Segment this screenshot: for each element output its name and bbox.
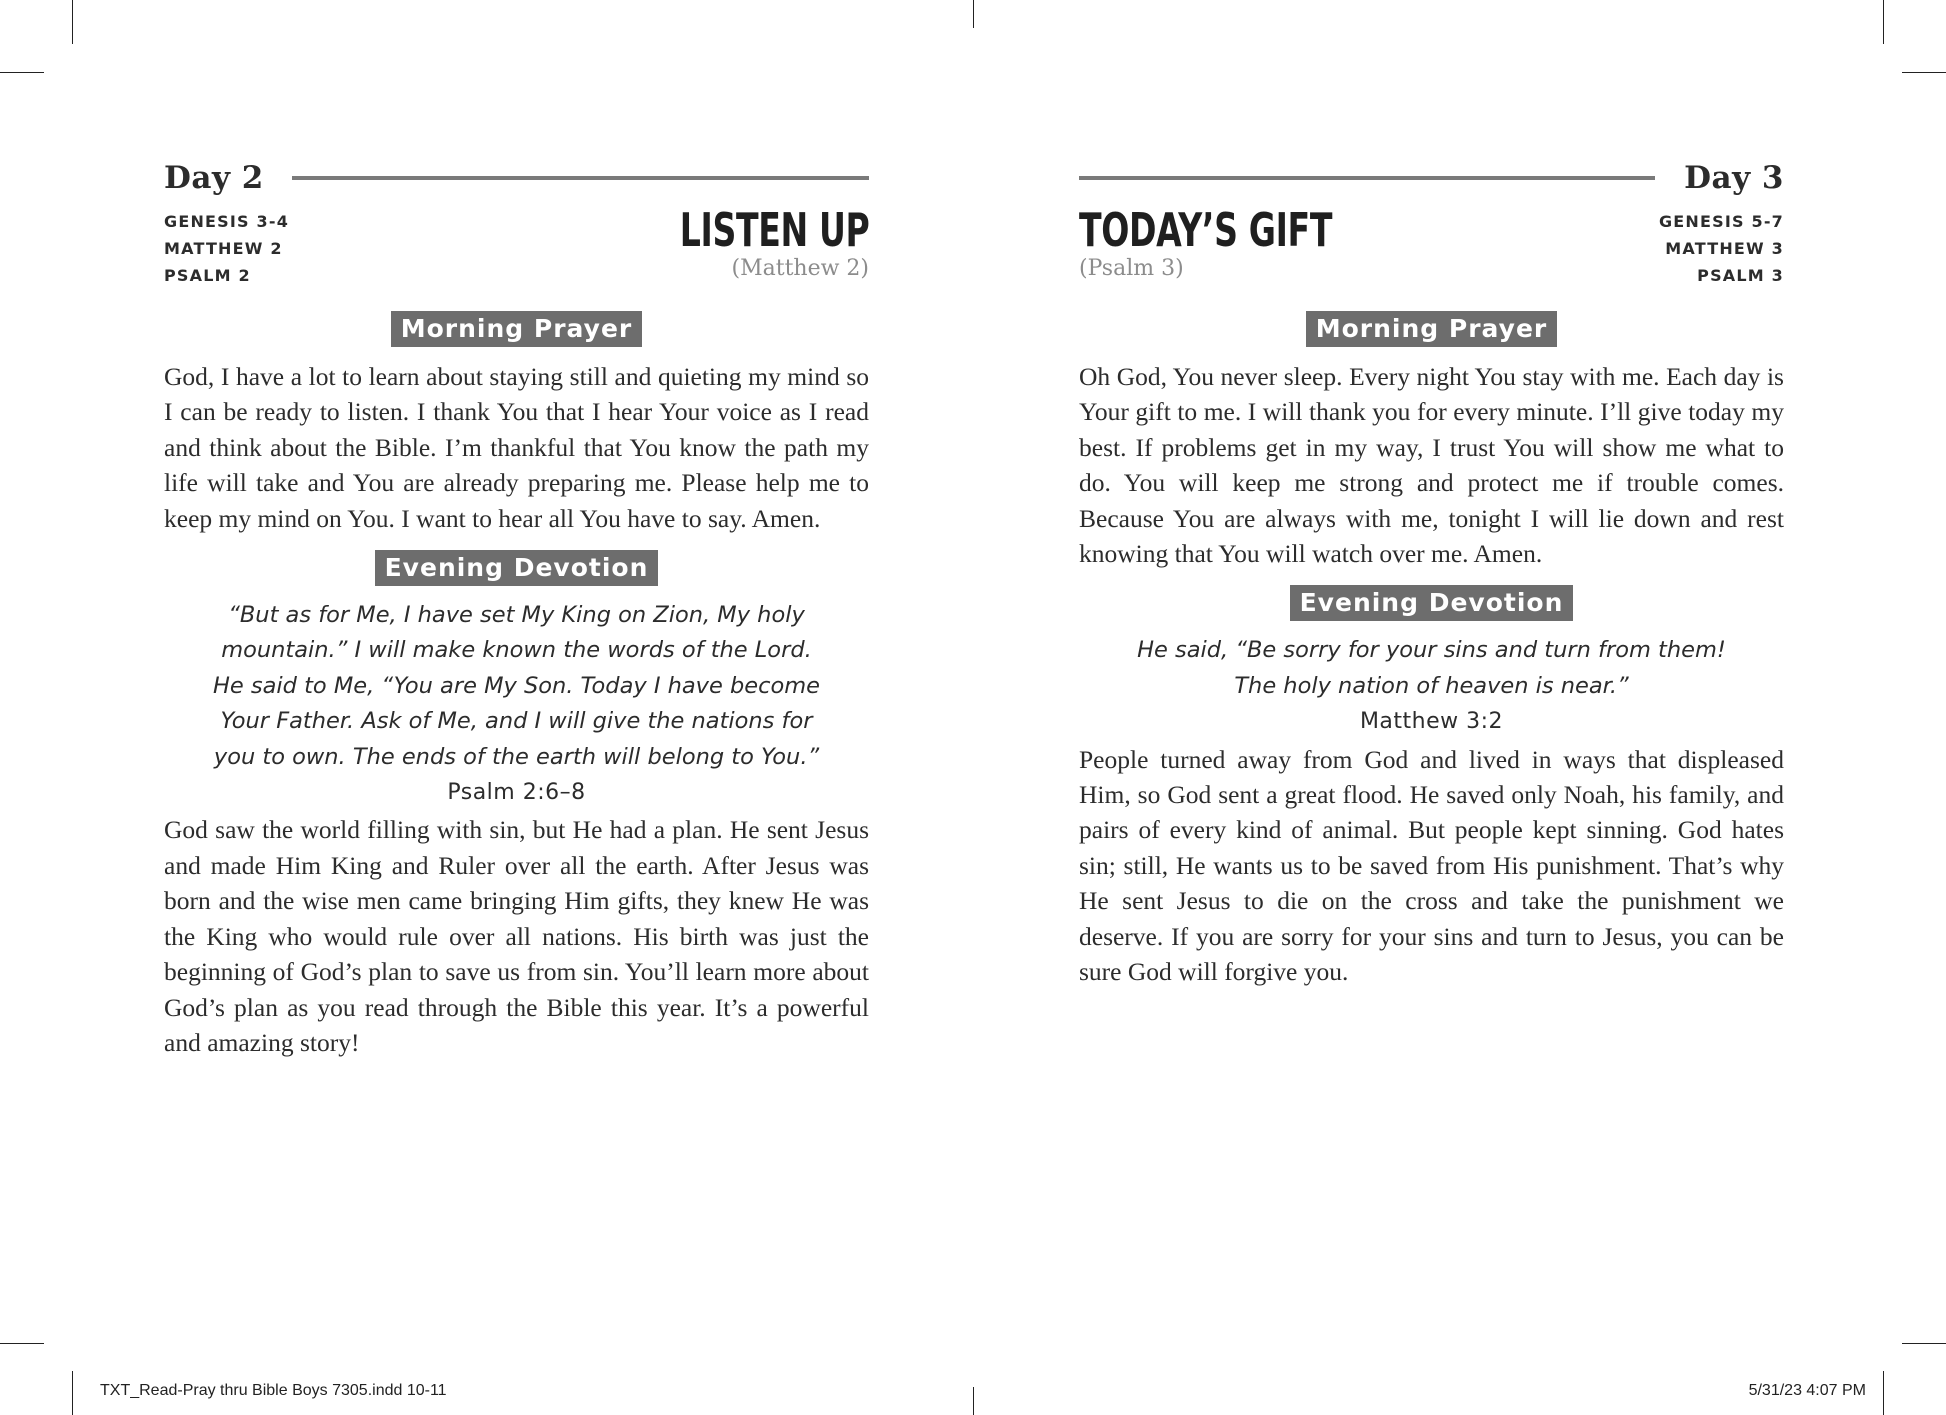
day-rule bbox=[1079, 176, 1655, 180]
day-label: Day 3 bbox=[1674, 160, 1784, 196]
morning-prayer-label: Morning Prayer bbox=[1306, 311, 1557, 347]
print-timestamp: 5/31/23 4:07 PM bbox=[1748, 1382, 1866, 1399]
title-reference: (Matthew 2) bbox=[731, 256, 869, 281]
devotion-text: People turned away from God and lived in ways that displeased Him, so God sent a great flood. He saved only Noah, his family, and pairs of every kind of animal. But people kept sinning. God hates sin; still, He wants us to be saved from His punishment. That’s why He sent Jesus to die on the cross and take the punishment we deserve. If you are sorry for your sins and turn to Jesus, you can be sure God will forgive you. bbox=[1079, 744, 1784, 987]
reading-list bbox=[1659, 208, 1784, 289]
crop-mark bbox=[973, 1387, 974, 1415]
page-title: TODAY’S GIFT bbox=[1079, 203, 1333, 257]
crop-mark bbox=[0, 1343, 44, 1344]
crop-mark bbox=[1902, 72, 1946, 73]
crop-mark bbox=[1883, 1371, 1884, 1415]
file-slug: TXT_Read-Pray thru Bible Boys 7305.indd 10-11 bbox=[100, 1382, 447, 1399]
verse-reference: Matthew 3:2 bbox=[1359, 709, 1504, 735]
reading-item: PSALM 3 bbox=[1697, 266, 1784, 285]
reading-item: GENESIS 5-7 bbox=[1658, 212, 1784, 231]
evening-devotion-label: Evening Devotion bbox=[375, 550, 659, 586]
morning-prayer-label: Morning Prayer bbox=[391, 311, 642, 347]
crop-mark bbox=[0, 72, 44, 73]
reading-item: PSALM 2 bbox=[164, 266, 251, 285]
scripture-verse: He said, “Be sorry for your sins and turn from them! The holy nation of heaven is near.” bbox=[1137, 637, 1726, 699]
page-title: LISTEN UP bbox=[679, 203, 869, 257]
crop-mark bbox=[72, 1371, 73, 1415]
day-rule bbox=[292, 176, 869, 180]
devotion-text: God saw the world filling with sin, but He had a plan. He sent Jesus and made Him King and Ruler over all the earth. After Jesus was born and the wise men came bringing Him gifts, they knew He was the King who would rule over all nations. His birth was just the beginning of God’s plan to save us from sin. You’ll learn more about God’s plan as you read through the Bible this year. It’s a powerful and amazing story! bbox=[164, 815, 869, 1057]
title-reference: (Psalm 3) bbox=[1079, 256, 1184, 281]
reading-item: GENESIS 3-4 bbox=[164, 212, 290, 231]
reading-item: MATTHEW 2 bbox=[164, 239, 283, 258]
reading-list bbox=[164, 208, 289, 289]
evening-devotion-label: Evening Devotion bbox=[1290, 585, 1574, 621]
morning-prayer-text: God, I have a lot to learn about staying still and quieting my mind so I can be ready to listen. I thank You that I hear Your voice as I read and think about the Bible. I’m thankful that You know the path my life will take and You are already preparing me. Please help me to keep my mind on You. I want to hear all You have to say. Amen. bbox=[164, 362, 869, 533]
crop-mark bbox=[72, 0, 73, 44]
morning-prayer-text: Oh God, You never sleep. Every night You stay with me. Each day is Your gift to me. I will thank you for every minute. I’ll give today my best. If problems get in my way, I trust You will show me what to do. You will keep me strong and protect me if trouble comes. Because You are always with me, tonight I will lie down and rest knowing that You will watch over me. Amen. bbox=[1079, 362, 1784, 569]
day-label: Day 2 bbox=[164, 160, 274, 196]
verse-reference: Psalm 2:6–8 bbox=[447, 780, 586, 806]
crop-mark bbox=[1902, 1343, 1946, 1344]
reading-item: MATTHEW 3 bbox=[1665, 239, 1784, 258]
crop-mark bbox=[973, 0, 974, 28]
crop-mark bbox=[1883, 0, 1884, 44]
scripture-verse: “But as for Me, I have set My King on Zion, My holy mountain.” I will make known the words of the Lord. He said to Me, “You are My Son. Today I have become Your Father. Ask of Me, and I will give the nations for you to own. The ends of the earth will belong to You.” bbox=[213, 602, 820, 770]
